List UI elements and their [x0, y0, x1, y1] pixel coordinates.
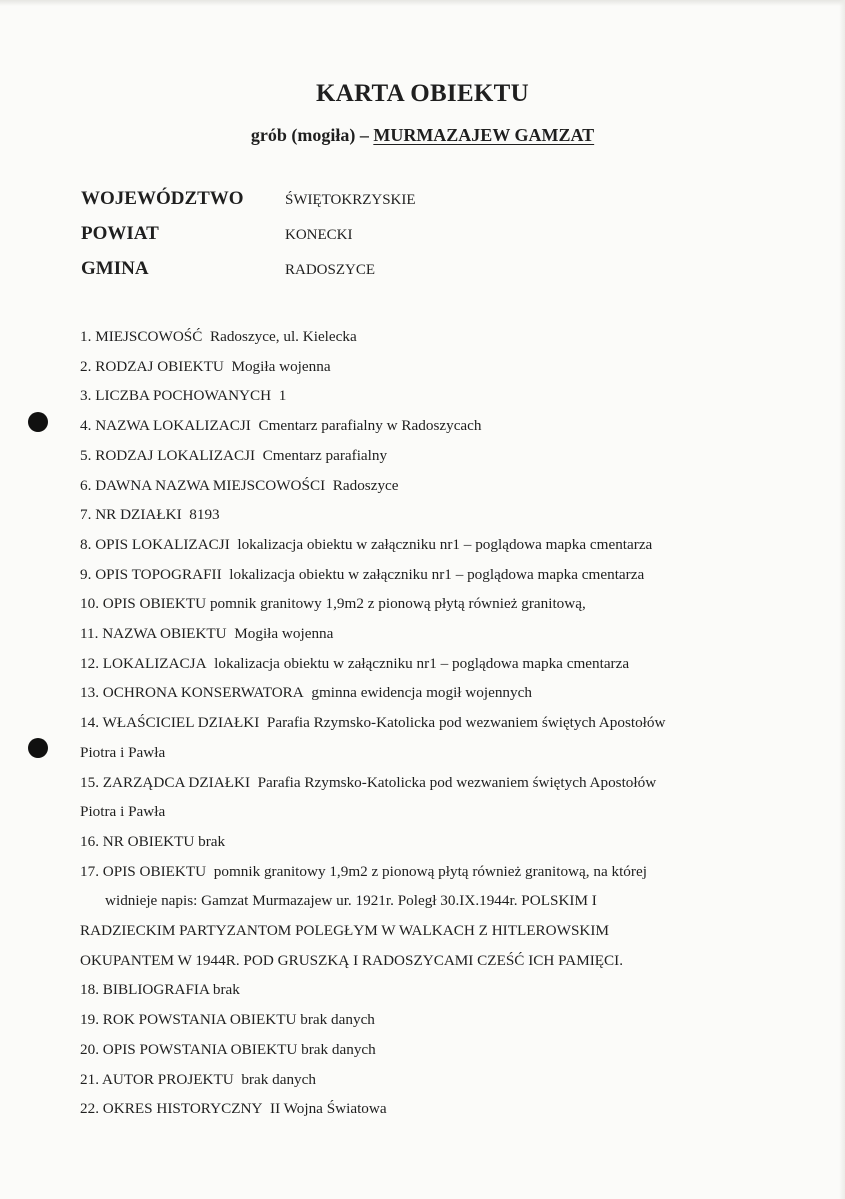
field-15-continuation: Piotra i Pawła [80, 803, 166, 821]
field-15 [80, 768, 780, 798]
field-label: OCHRONA KONSERWATORA [102, 684, 304, 702]
field-5 [80, 441, 780, 471]
field-11 [80, 619, 780, 649]
field-value: brak danych [300, 1011, 375, 1029]
field-number: 17. [80, 862, 99, 880]
field-label: LOKALIZACJA [102, 654, 207, 672]
field-2 [80, 352, 780, 382]
field-label: OPIS TOPOGRAFII [95, 565, 222, 583]
field-17 [80, 857, 780, 887]
field-label: OPIS OBIEKTU [102, 862, 207, 880]
field-number: 4. [80, 417, 92, 435]
field-label: BIBLIOGRAFIA [102, 981, 210, 999]
field-label: NR OBIEKTU [102, 832, 195, 850]
field-value: lokalizacja obiektu w załączniku nr1 – poglądowa mapka cmentarza [214, 654, 630, 672]
field-label: WŁAŚCICIEL DZIAŁKI [102, 714, 260, 732]
field-7 [80, 500, 780, 530]
field-number: 21. [80, 1070, 99, 1088]
field-number: 9. [80, 565, 92, 583]
field-label: AUTOR PROJEKTU [101, 1070, 234, 1088]
admin-label: WOJEWÓDZTWO [81, 188, 244, 209]
field-10 [80, 589, 780, 619]
field-label: ZARZĄDCA DZIAŁKI [102, 773, 250, 791]
field-number: 20. [80, 1040, 99, 1058]
admin-value: ŚWIĘTOKRZYSKIE [285, 192, 416, 208]
field-label: NR DZIAŁKI [95, 506, 182, 524]
field-value: pomnik granitowy 1,9m2 z pionową płytą również granitową, [209, 595, 586, 613]
document-subtitle [0, 125, 845, 146]
field-value: 1 [278, 387, 287, 405]
subtitle-prefix: grób (mogiła) – [250, 125, 374, 145]
field-label: OPIS POWSTANIA OBIEKTU [102, 1040, 298, 1058]
field-8 [80, 530, 780, 560]
field-value: brak [212, 981, 240, 999]
field-label: NAZWA LOKALIZACJI [95, 417, 251, 435]
field-value: brak danych [301, 1040, 376, 1058]
field-19 [80, 1005, 780, 1035]
field-label: OPIS OBIEKTU [102, 595, 207, 613]
field-3 [80, 381, 780, 411]
field-number: 11. [80, 625, 99, 643]
admin-value: KONECKI [285, 227, 353, 243]
field-9 [80, 560, 780, 590]
field-12 [80, 649, 780, 679]
field-1 [80, 322, 780, 352]
field-22 [80, 1094, 780, 1124]
field-number: 14. [80, 714, 99, 732]
field-value: gminna ewidencja mogił wojennych [311, 684, 532, 702]
field-number: 8. [80, 535, 92, 553]
scan-edge-top [0, 0, 845, 6]
field-value: brak [198, 832, 226, 850]
field-16 [80, 827, 780, 857]
admin-label: POWIAT [81, 223, 159, 244]
document-title: KARTA OBIEKTU [315, 80, 530, 107]
field-17-continuation: widnieje napis: Gamzat Murmazajew ur. 1921r. Poległ 30.IX.1944r. POLSKIM I [105, 892, 597, 910]
field-number: 7. [80, 506, 92, 524]
field-number: 10. [80, 595, 99, 613]
field-label: RODZAJ LOKALIZACJI [95, 446, 256, 464]
field-number: 12. [80, 654, 99, 672]
field-value: Cmentarz parafialny [262, 446, 388, 464]
field-number: 15. [80, 773, 99, 791]
field-value: pomnik granitowy 1,9m2 z pionową płytą również granitową, na której [213, 862, 647, 880]
field-number: 22. [80, 1100, 99, 1118]
subtitle-name: MURMAZAJEW GAMZAT [373, 125, 595, 145]
field-value: II Wojna Światowa [270, 1100, 387, 1118]
field-4 [80, 411, 780, 441]
field-label: ROK POWSTANIA OBIEKTU [102, 1011, 297, 1029]
field-value: Radoszyce [332, 476, 399, 494]
field-label: OPIS LOKALIZACJI [95, 535, 230, 553]
field-number: 13. [80, 684, 99, 702]
field-number: 18. [80, 981, 99, 999]
field-number: 3. [80, 387, 92, 405]
field-value: Mogiła wojenna [231, 357, 331, 375]
field-label: DAWNA NAZWA MIEJSCOWOŚCI [95, 476, 326, 494]
admin-value: RADOSZYCE [285, 262, 376, 278]
field-value: Cmentarz parafialny w Radoszycach [258, 417, 482, 435]
field-value: Parafia Rzymsko-Katolicka pod wezwaniem świętych Apostołów [257, 773, 657, 791]
field-21 [80, 1065, 780, 1095]
punch-hole-top [28, 412, 48, 432]
field-18 [80, 975, 780, 1005]
field-number: 16. [80, 832, 99, 850]
field-14 [80, 708, 780, 738]
field-14-continuation: Piotra i Pawła [80, 743, 166, 761]
field-value: brak danych [241, 1070, 316, 1088]
field-label: RODZAJ OBIEKTU [95, 357, 224, 375]
field-number: 2. [80, 357, 92, 375]
field-number: 1. [80, 328, 92, 345]
field-label: NAZWA OBIEKTU [102, 625, 227, 643]
field-list [80, 322, 780, 1124]
field-17-continuation-3: OKUPANTEM W 1944R. POD GRUSZKĄ I RADOSZYCAMI CZEŚĆ ICH PAMIĘCI. [80, 951, 624, 969]
field-6 [80, 471, 780, 501]
field-number: 6. [80, 476, 92, 494]
field-number: 5. [80, 446, 92, 464]
field-value: Radoszyce, ul. Kielecka [209, 328, 357, 345]
field-number: 19. [80, 1011, 99, 1029]
field-value: 8193 [189, 506, 220, 524]
field-17-continuation-2: RADZIECKIM PARTYZANTOM POLEGŁYM W WALKACH Z HITLEROWSKIM [80, 922, 609, 940]
field-label: LICZBA POCHOWANYCH [95, 387, 272, 405]
field-value: lokalizacja obiektu w załączniku nr1 – poglądowa mapka cmentarza [229, 565, 645, 583]
scan-edge-right [839, 0, 845, 1199]
field-20 [80, 1035, 780, 1065]
field-value: lokalizacja obiektu w załączniku nr1 – poglądowa mapka cmentarza [237, 535, 653, 553]
admin-label: GMINA [81, 258, 149, 279]
field-value: Parafia Rzymsko-Katolicka pod wezwaniem świętych Apostołów [266, 714, 666, 732]
field-value: Mogiła wojenna [234, 625, 334, 643]
punch-hole-bottom [28, 738, 48, 758]
field-label: MIEJSCOWOŚĆ [95, 328, 203, 345]
field-13 [80, 678, 780, 708]
field-label: OKRES HISTORYCZNY [102, 1100, 263, 1118]
